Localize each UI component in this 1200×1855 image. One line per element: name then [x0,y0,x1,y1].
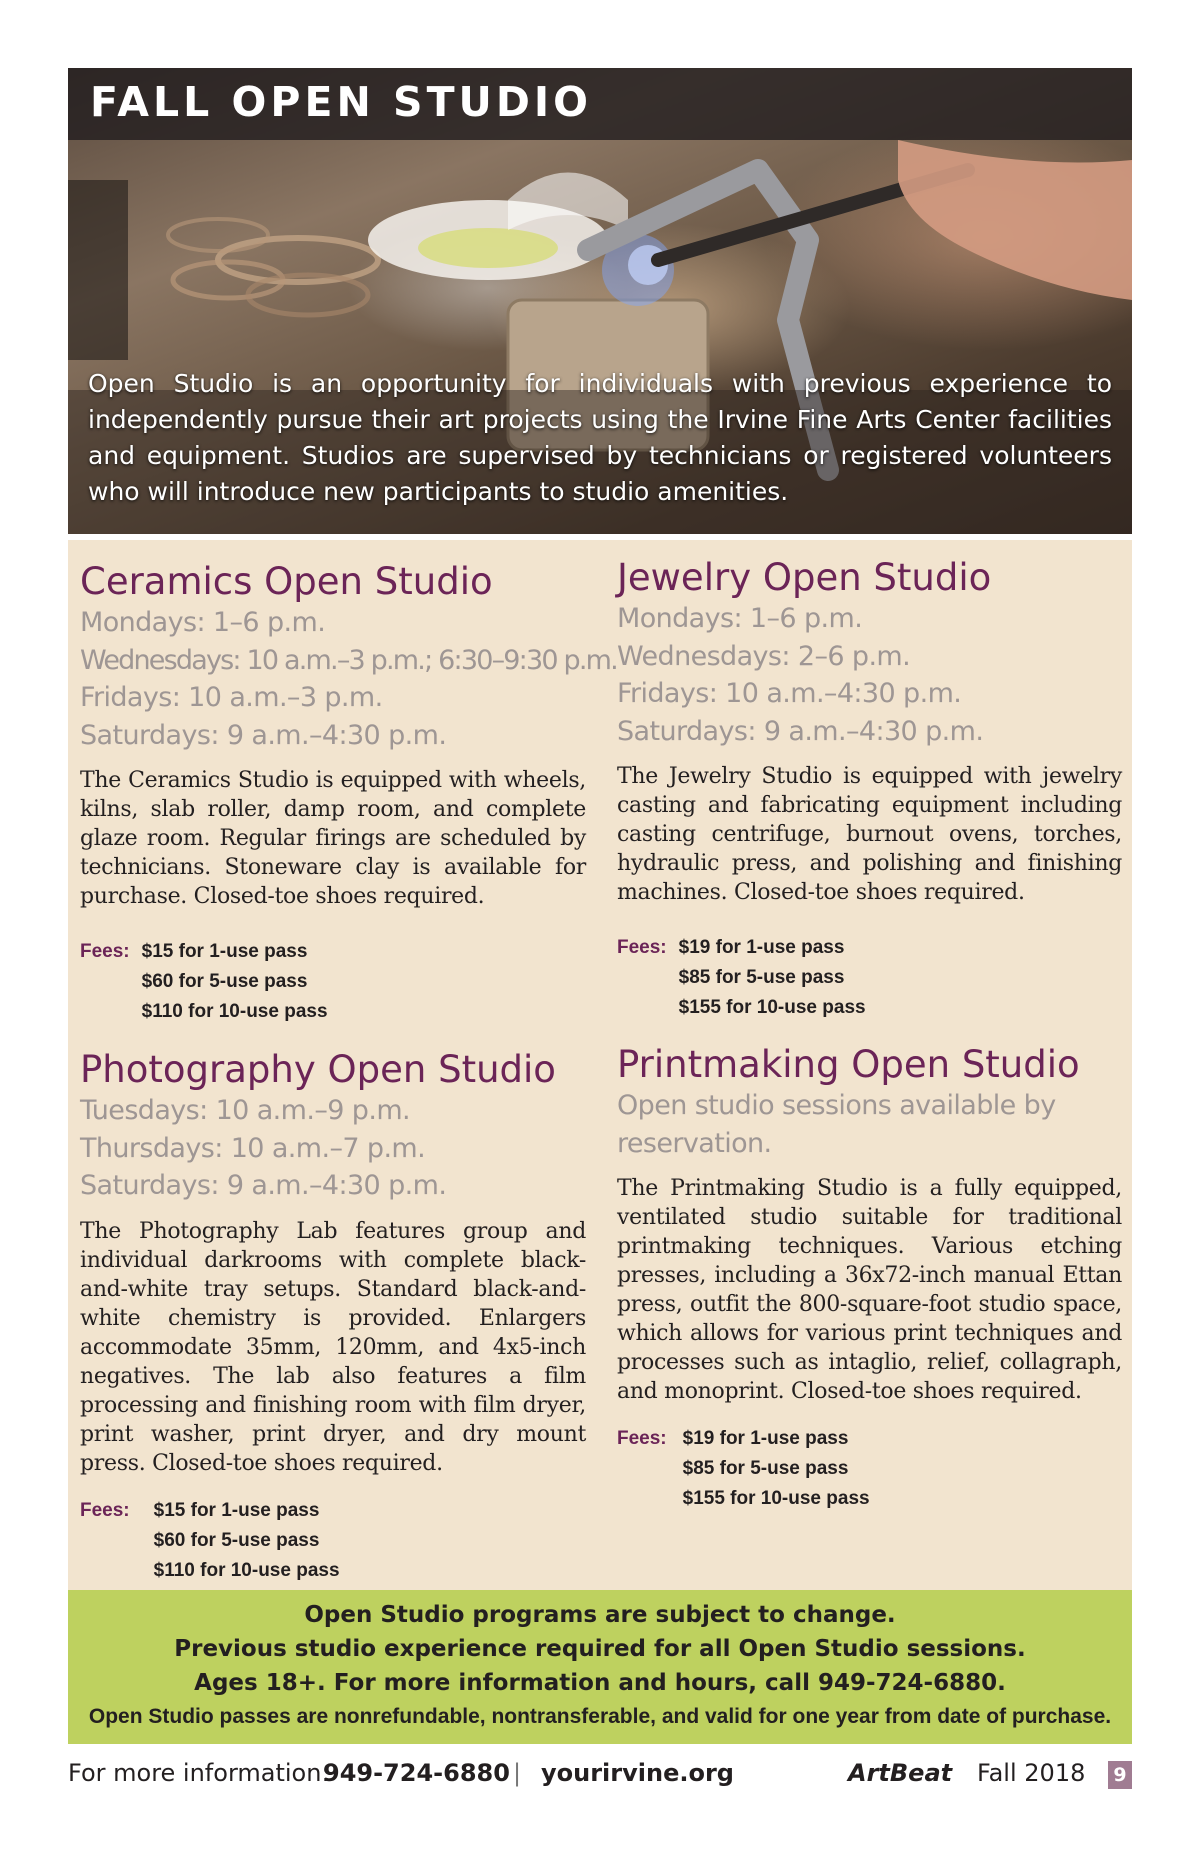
hours-line: Open studio sessions available by [617,1090,1056,1121]
hero-photo [68,68,1132,534]
page-title: FALL OPEN STUDIO [90,78,592,126]
footer-issue: Fall 2018 [977,1759,1086,1787]
footer-website-link[interactable]: yourirvine.org [541,1759,734,1787]
fees-label: Fees: [80,941,130,962]
page-number-badge: 9 [1108,1761,1132,1789]
section-title: Jewelry Open Studio [617,556,992,599]
hours-line: Fridays: 10 a.m.–3 p.m. [80,682,383,713]
hours-line: Tuesdays: 10 a.m.–9 p.m. [80,1095,411,1126]
hours-line: Saturdays: 9 a.m.–4:30 p.m. [80,1170,447,1201]
fee-item: $15 for 1-use pass [153,1499,320,1521]
hours-line: Fridays: 10 a.m.–4:30 p.m. [617,678,962,709]
fees-block [80,1496,586,1586]
fee-item: $19 for 1-use pass [678,937,845,958]
notice-line: Ages 18+. For more information and hours, call 949-724-6880. [194,1670,1006,1696]
fee-item: $110 for 10-use pass [153,1559,340,1581]
fee-item: $60 for 5-use pass [153,1529,320,1551]
fees-block [617,933,1122,1023]
photography-section [80,1048,586,1586]
fee-item: $19 for 1-use pass [682,1428,849,1449]
page-footer [68,1755,1132,1795]
hours-line: Mondays: 1–6 p.m. [80,607,326,638]
fees-label: Fees: [80,1499,130,1521]
fees-label: Fees: [617,1428,667,1449]
fees-list [683,1424,870,1514]
hours-line: Wednesdays: 2–6 p.m. [617,640,911,672]
ceramics-section [80,560,617,1027]
fees-label: Fees: [617,937,667,958]
notice-line-small: Open Studio passes are nonrefundable, nontransferable, and valid for one year from date of purchase. [88,1705,1112,1728]
footer-info-label: For more information: [68,1759,330,1787]
fees-list [154,1496,340,1586]
printmaking-section [617,1043,1122,1514]
footer-phone: 949-724-6880 [323,1759,510,1787]
fee-item: $155 for 10-use pass [682,1488,870,1509]
section-description: The Ceramics Studio is equipped with wheels, kilns, slab roller, damp room, and complete glaze room. Regular firings are scheduled by technicians. Stoneware clay is available for purchase. Closed-toe shoes required. [80,768,586,909]
section-title: Ceramics Open Studio [80,560,493,603]
studios-panel [68,540,1132,1590]
fee-item: $155 for 10-use pass [678,997,866,1018]
fee-item: $85 for 5-use pass [678,967,845,988]
section-title: Photography Open Studio [80,1048,556,1091]
notice-banner [68,1590,1132,1744]
hours-line: Saturdays: 9 a.m.–4:30 p.m. [80,719,447,751]
fees-list [142,937,328,1027]
fee-item: $85 for 5-use pass [682,1458,849,1479]
notice-line: Previous studio experience required for all Open Studio sessions. [174,1636,1026,1662]
fee-item: $60 for 5-use pass [141,971,308,992]
notice-line: Open Studio programs are subject to change. [304,1602,896,1628]
hours-line: Wednesdays: 10 a.m.–3 p.m.; 6:30–9:30 p.m. [80,644,617,676]
fees-block [80,937,586,1027]
hours-line: reservation. [617,1127,772,1159]
section-description: The Jewelry Studio is equipped with jewelry casting and fabricating equipment including casting centrifuge, burnout ovens, torches, hydraulic press, and polishing and finishing machines. Closed-toe shoes required. [617,764,1122,905]
section-description: The Printmaking Studio is a fully equipped, ventilated studio suitable for traditional printmaking techniques. Various etching presses, including a 36x72-inch manual Ettan press, outfit the 800-square-foot studio space, which allows for various print techniques and processes such as intaglio, relief, collagraph, and monoprint. Closed-toe shoes required. [617,1176,1122,1404]
hours-line: Mondays: 1–6 p.m. [617,603,863,634]
fee-item: $110 for 10-use pass [141,1001,328,1022]
hours-line: Saturdays: 9 a.m.–4:30 p.m. [617,715,984,747]
fees-list [679,933,866,1023]
hours-line: Thursdays: 10 a.m.–7 p.m. [80,1132,426,1164]
footer-magazine-name: ArtBeat [848,1759,953,1787]
intro-caption: Open Studio is an opportunity for individuals with previous experience to independently pursue their art projects using the Irvine Fine Arts Center facilities and equipment. Studios are supervised by technicians or registered volunteers who will introduce new participants to studio amenities. [88,369,1112,506]
jewelry-section [617,556,1122,1023]
fees-block [617,1424,1122,1514]
section-title: Printmaking Open Studio [617,1043,1080,1086]
footer-divider: | [513,1759,522,1787]
fee-item: $15 for 1-use pass [141,941,308,962]
section-description: The Photography Lab features group and individual darkrooms with complete black-and-white tray setups. Standard black-and-white chemistry is provided. Enlargers accommodate 35mm, 120mm, and 4x5-inch negatives. The lab also features a film processing and finishing room with film dryer, print washer, print dryer, and dry mount press. Closed-toe shoes required. [80,1218,586,1476]
